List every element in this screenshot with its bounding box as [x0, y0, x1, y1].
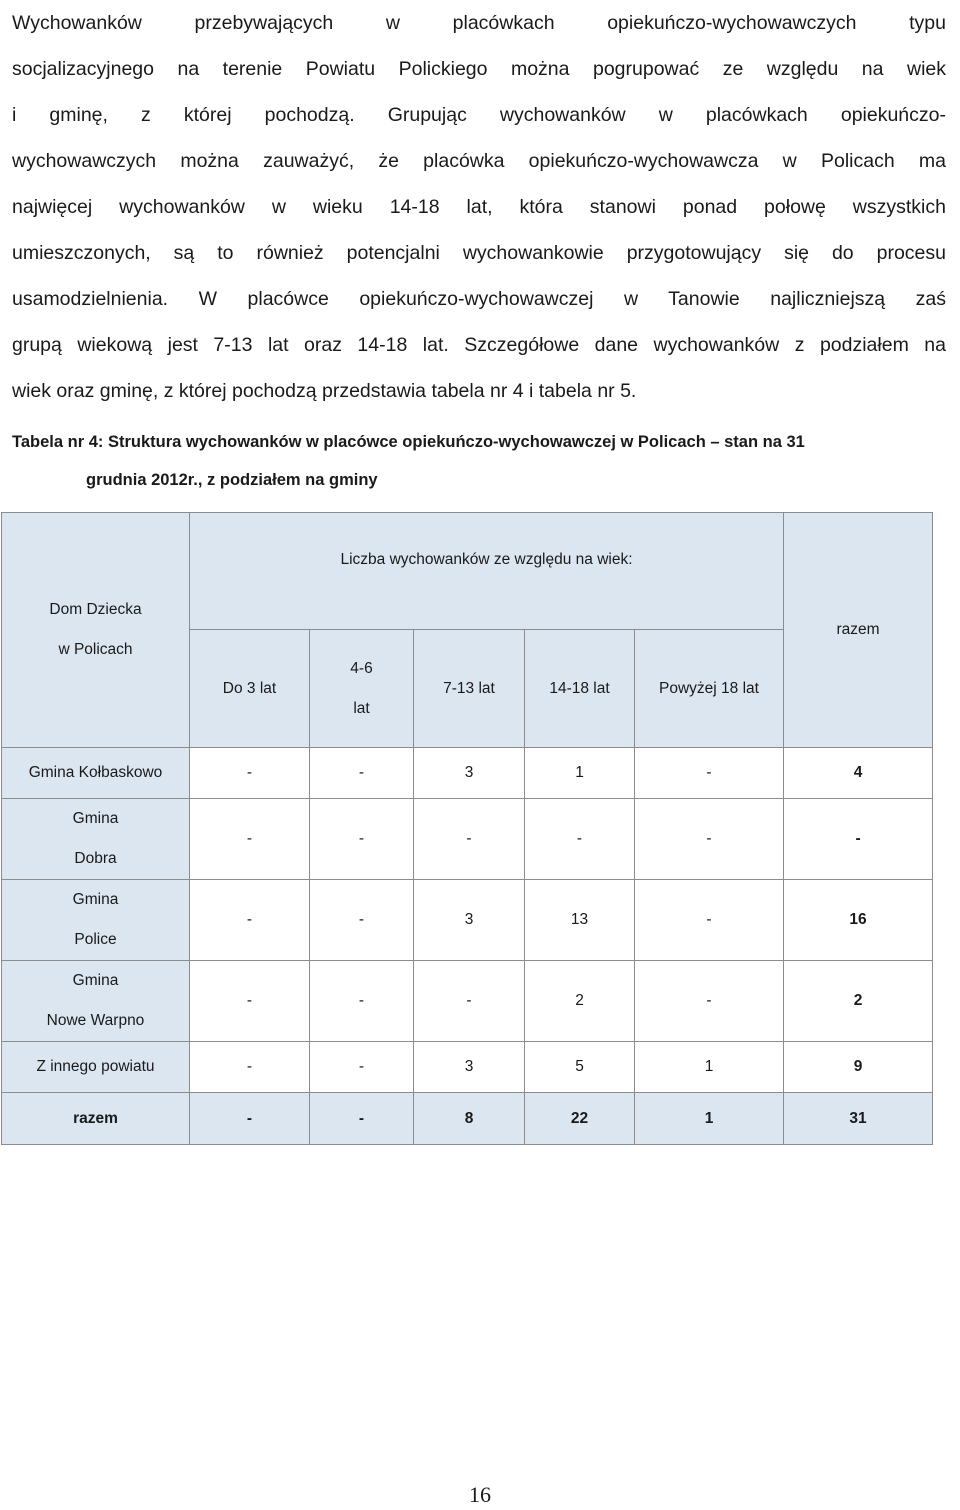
table-cell: -	[635, 961, 784, 1042]
data-table	[1, 512, 933, 1145]
age-header: 14-18 lat	[549, 679, 610, 697]
table-cell: -	[310, 880, 414, 961]
table-cell: -	[414, 799, 525, 880]
caption-line-1: Tabela nr 4: Struktura wychowanków w placówce opiekuńczo-wychowawczej w Policach – stan na 31	[12, 433, 805, 451]
table-cell: 13	[525, 880, 635, 961]
table-cell: 5	[525, 1042, 635, 1093]
group-header: Liczba wychowanków ze względu na wiek:	[340, 551, 633, 568]
table-cell: -	[635, 748, 784, 799]
table-cell: -	[414, 961, 525, 1042]
table-row	[2, 880, 933, 961]
paragraph-line: najwięcej wychowanków w wieku 14-18 lat, która stanowi ponad połowę wszystkich	[12, 196, 946, 218]
table-cell: -	[190, 748, 310, 799]
row-label-text: Police	[74, 931, 117, 948]
table-cell: 8	[414, 1093, 525, 1145]
paragraph-line: wiek oraz gminę, z której pochodzą przedstawia tabela nr 4 i tabela nr 5.	[12, 380, 637, 402]
row-label-text: Dobra	[74, 850, 117, 867]
age-header-cell	[310, 630, 414, 748]
table-row	[2, 1042, 933, 1093]
table-cell: -	[310, 1042, 414, 1093]
page-number: 16	[469, 1482, 491, 1507]
total-header-cell	[784, 513, 933, 748]
age-header-cell	[635, 630, 784, 748]
age-header: 7-13 lat	[443, 679, 495, 697]
row-total: 31	[784, 1093, 933, 1145]
table-cell: -	[635, 799, 784, 880]
paragraph-line: Wychowanków przebywających w placówkach opiekuńczo-wychowawczych typu	[12, 12, 946, 34]
corner-header-line-2: w Policach	[58, 641, 133, 658]
table-cell: 3	[414, 1042, 525, 1093]
table-cell: 1	[635, 1093, 784, 1145]
table-cell: -	[310, 748, 414, 799]
table-row-total	[2, 1093, 933, 1145]
body-paragraph	[12, 0, 946, 414]
paragraph-line: grupą wiekową jest 7-13 lat oraz 14-18 lat. Szczegółowe dane wychowanków z podziałem na	[12, 334, 946, 356]
row-total: 2	[784, 961, 933, 1042]
row-total: 9	[784, 1042, 933, 1093]
row-label-text: Gmina	[72, 810, 119, 827]
row-label-text: Gmina	[72, 891, 119, 908]
total-header: razem	[836, 621, 880, 638]
table-cell: -	[190, 799, 310, 880]
table-cell: -	[190, 1093, 310, 1145]
table-cell: 22	[525, 1093, 635, 1145]
row-label	[2, 1093, 190, 1145]
row-label-text: Nowe Warpno	[46, 1012, 145, 1029]
table-row	[2, 799, 933, 880]
caption-line-2: grudnia 2012r., z podziałem na gminy	[86, 471, 378, 489]
age-header-cell	[414, 630, 525, 748]
paragraph-line: i gminę, z której pochodzą. Grupując wychowanków w placówkach opiekuńczo-	[12, 104, 946, 126]
table-cell: 3	[414, 880, 525, 961]
row-total: 4	[784, 748, 933, 799]
row-label	[2, 961, 190, 1042]
paragraph-line: socjalizacyjnego na terenie Powiatu Polickiego można pogrupować ze względu na wiek	[12, 58, 946, 80]
age-header: Do 3 lat	[222, 679, 277, 697]
row-total: -	[784, 799, 933, 880]
table-cell: -	[310, 1093, 414, 1145]
age-header: Powyżej 18 lat	[659, 679, 759, 697]
row-total: 16	[784, 880, 933, 961]
corner-header-cell	[2, 513, 190, 748]
table-row	[2, 961, 933, 1042]
table-cell: -	[310, 961, 414, 1042]
paragraph-line: wychowawczych można zauważyć, że placówka opiekuńczo-wychowawcza w Policach ma	[12, 150, 946, 172]
table-cell: -	[635, 880, 784, 961]
paragraph-line: usamodzielnienia. W placówce opiekuńczo-wychowawczej w Tanowie najliczniejszą zaś	[12, 288, 946, 310]
table-cell: 1	[525, 748, 635, 799]
row-label-text: Z innego powiatu	[36, 1058, 155, 1075]
table-cell: 1	[635, 1042, 784, 1093]
age-header-cell	[190, 630, 310, 748]
row-label-text: Gmina Kołbaskowo	[28, 764, 163, 781]
age-header: lat	[353, 699, 370, 717]
row-label-text: Gmina	[72, 972, 119, 989]
row-label	[2, 799, 190, 880]
table-cell: -	[190, 880, 310, 961]
table-cell: -	[190, 961, 310, 1042]
table-caption	[12, 423, 942, 499]
table-cell: -	[190, 1042, 310, 1093]
corner-header-line-1: Dom Dziecka	[49, 601, 142, 618]
age-header: 4-6	[350, 659, 373, 677]
table-cell: 3	[414, 748, 525, 799]
paragraph-line: umieszczonych, są to również potencjalni wychowankowie przygotowujący się do procesu	[12, 242, 946, 264]
table-row	[2, 748, 933, 799]
row-label	[2, 748, 190, 799]
row-label-text: razem	[73, 1109, 118, 1127]
group-header-cell	[190, 513, 784, 630]
table-cell: 2	[525, 961, 635, 1042]
row-label	[2, 1042, 190, 1093]
table-cell: -	[525, 799, 635, 880]
age-header-cell	[525, 630, 635, 748]
table-cell: -	[310, 799, 414, 880]
row-label	[2, 880, 190, 961]
